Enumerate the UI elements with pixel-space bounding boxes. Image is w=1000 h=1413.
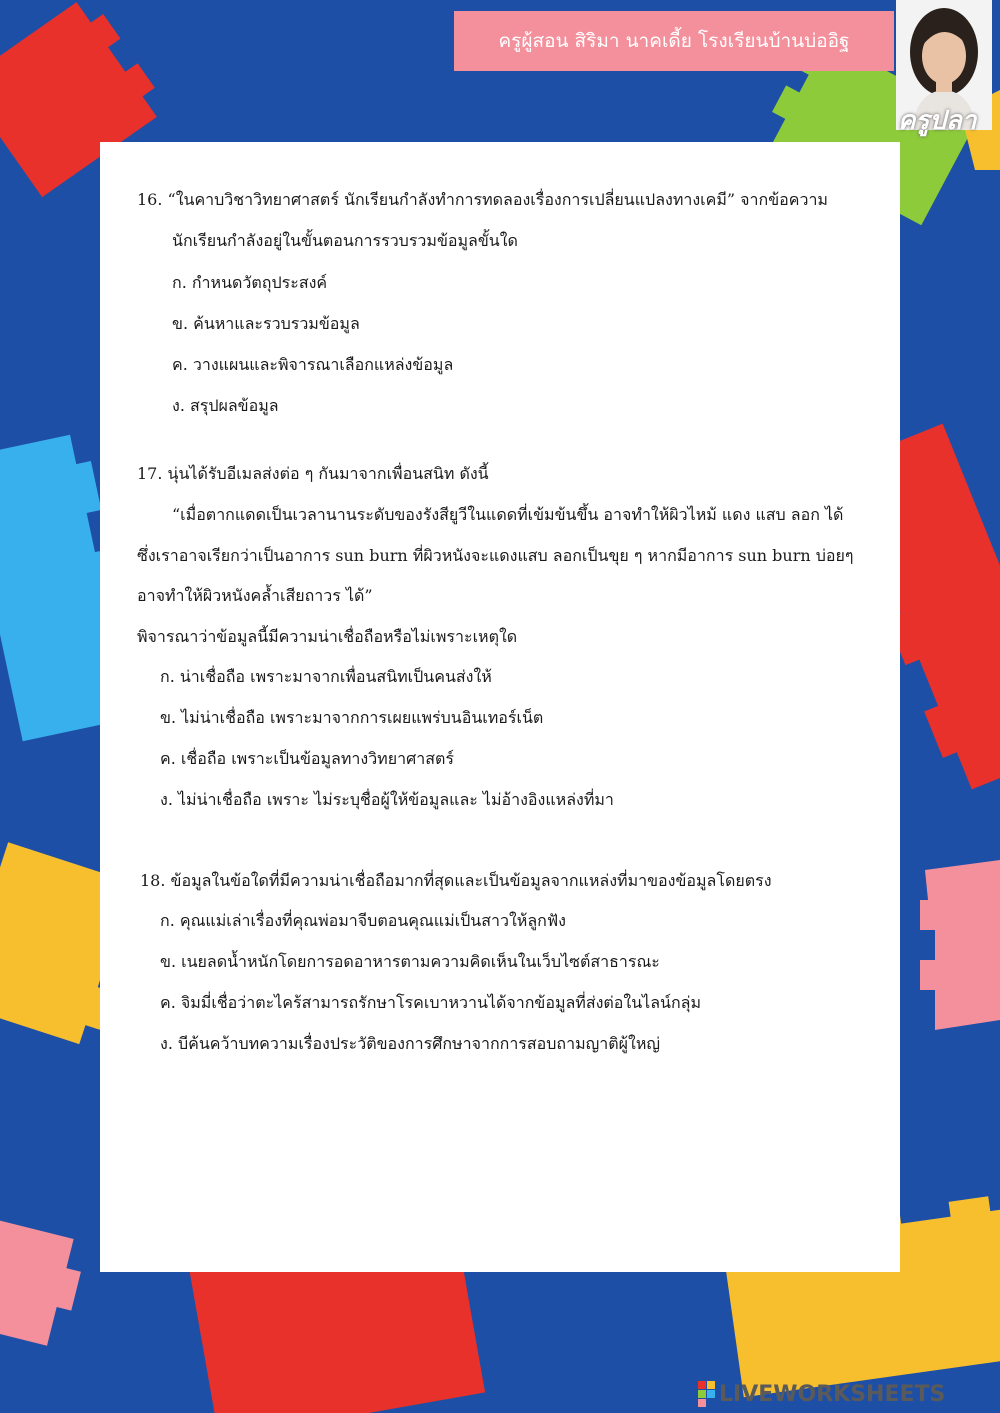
- q18-option-a[interactable]: ก. คุณแม่เล่าเรื่องที่คุณพ่อมาจีบตอนคุณแม่เป็นสาวให้ลูกฟัง: [160, 911, 566, 930]
- q18-stem-line-1: 18. ข้อมูลในข้อใดที่มีความน่าเชื่อถือมากที่สุดและเป็นข้อมูลจากแหล่งที่มาของข้อมูลโดยตรง: [140, 871, 772, 890]
- q17-quote-line-2: ซึ่งเราอาจเรียกว่าเป็นอาการ sun burn ที่ผิวหนังจะแดงแสบ ลอกเป็นขุย ๆ หากมีอาการ sun burn บ่อยๆ: [137, 546, 854, 565]
- q18-option-d[interactable]: ง. บีค้นคว้าบทความเรื่องประวัติของการศึกษาจากการสอบถามญาติผู้ใหญ่: [160, 1034, 661, 1053]
- q17-quote-line-3: อาจทำให้ผิวหนังคล้ำเสียถาวร ได้”: [137, 586, 373, 605]
- q17-prompt: พิจารณาว่าข้อมูลนี้มีความน่าเชื่อถือหรือไม่เพราะเหตุใด: [137, 627, 518, 646]
- teacher-banner: [454, 11, 894, 71]
- q17-option-c[interactable]: ค. เชื่อถือ เพราะเป็นข้อมูลทางวิทยาศาสตร์: [160, 749, 454, 768]
- pink-brick-bottom-left: [0, 1220, 88, 1350]
- q16-option-d[interactable]: ง. สรุปผลข้อมูล: [172, 396, 279, 415]
- teacher-nickname: ครูปลา: [898, 106, 977, 136]
- q17-stem-line-1: 17. นุ่นได้รับอีเมลส่งต่อ ๆ กันมาจากเพื่อนสนิท ดังนี้: [137, 464, 489, 483]
- q16-stem-line-2: นักเรียนกำลังอยู่ในขั้นตอนการรวบรวมข้อมูลขั้นใด: [172, 231, 518, 250]
- worksheet-paper: [100, 142, 900, 1272]
- teacher-banner-text: ครูผู้สอน สิริมา นาคเดี้ย โรงเรียนบ้านบ่ออิฐ: [498, 30, 850, 52]
- q16-option-c[interactable]: ค. วางแผนและพิจารณาเลือกแหล่งข้อมูล: [172, 355, 454, 374]
- pink-brick-right: [920, 860, 1000, 1030]
- q16-option-a[interactable]: ก. กำหนดวัตถุประสงค์: [172, 273, 328, 292]
- q16-stem-line-1: 16. “ในคาบวิชาวิทยาศาสตร์ นักเรียนกำลังทำการทดลองเรื่องการเปลี่ยนแปลงทางเคมี” จากข้อความ: [137, 190, 828, 209]
- q17-option-d[interactable]: ง. ไม่น่าเชื่อถือ เพราะ ไม่ระบุชื่อผู้ให้ข้อมูลและ ไม่อ้างอิงแหล่งที่มา: [160, 790, 614, 809]
- liveworksheets-logo[interactable]: [698, 1381, 945, 1407]
- q16-option-b[interactable]: ข. ค้นหาและรวบรวมข้อมูล: [172, 314, 360, 333]
- q18-option-c[interactable]: ค. จิมมี่เชื่อว่าตะไคร้สามารถรักษาโรคเบาหวานได้จากข้อมูลที่ส่งต่อในไลน์กลุ่ม: [160, 993, 701, 1012]
- liveworksheets-logo-icon: [698, 1381, 715, 1407]
- q17-option-b[interactable]: ข. ไม่น่าเชื่อถือ เพราะมาจากการเผยแพร่บนอินเทอร์เน็ต: [160, 708, 544, 727]
- q17-quote-line-1: “เมื่อตากแดดเป็นเวลานานระดับของรังสียูวีในแดดที่เข้มข้นขึ้น อาจทำให้ผิวไหม้ แดง แสบ ลอก ได้: [172, 505, 844, 524]
- q17-option-a[interactable]: ก. น่าเชื่อถือ เพราะมาจากเพื่อนสนิทเป็นคนส่งให้: [160, 667, 492, 686]
- liveworksheets-brand: LIVEWORKSHEETS: [719, 1381, 946, 1407]
- q18-option-b[interactable]: ข. เนยลดน้ำหนักโดยการอดอาหารตามความคิดเห็นในเว็บไซต์สาธารณะ: [160, 952, 660, 971]
